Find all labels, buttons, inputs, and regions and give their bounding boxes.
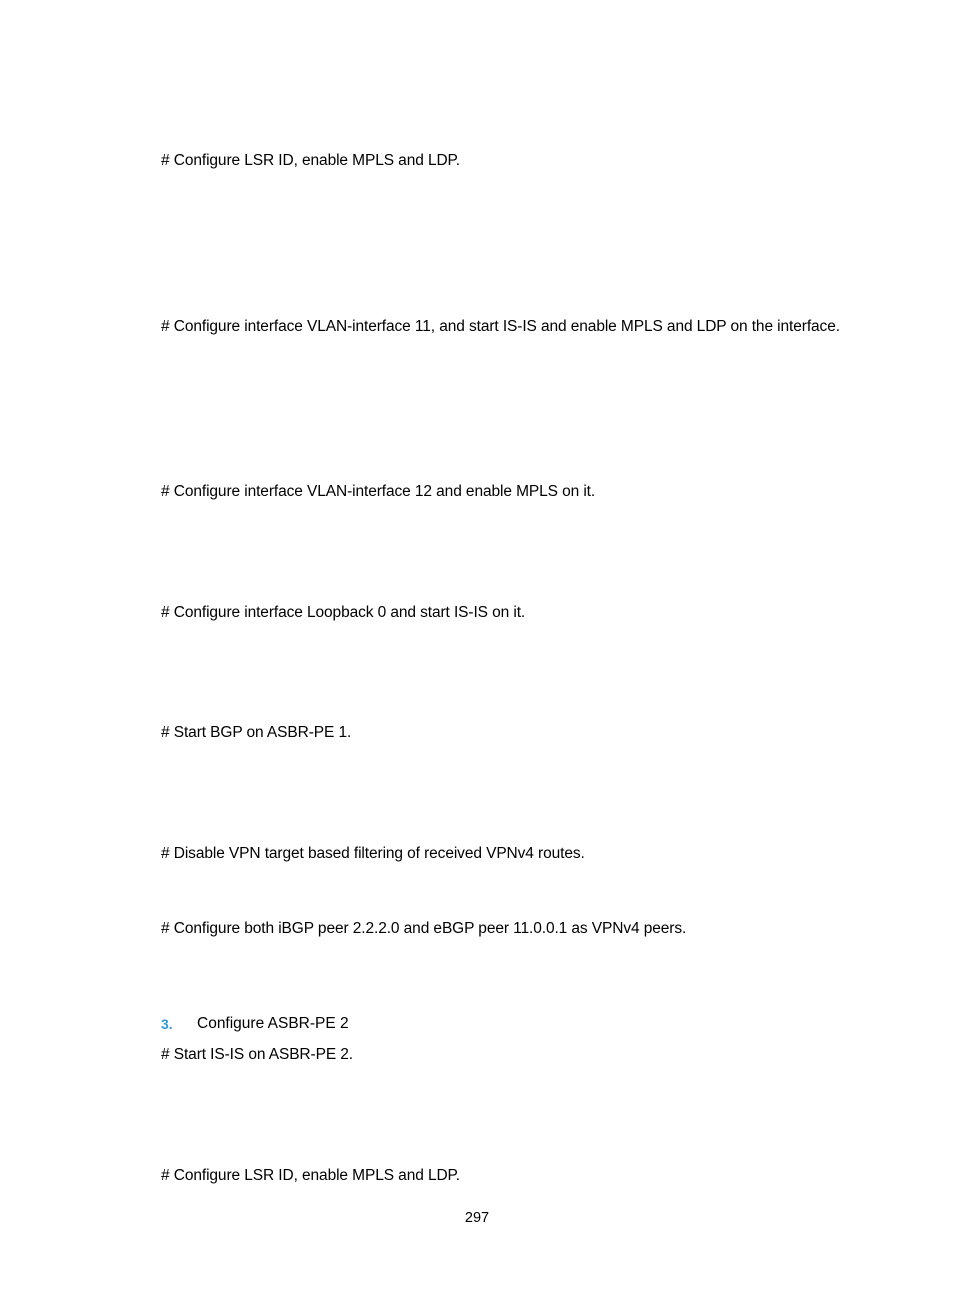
step-number: 3.	[161, 1016, 173, 1032]
comment-disable-vpn-target-filtering: # Disable VPN target based filtering of received VPNv4 routes.	[161, 845, 585, 862]
comment-configure-vpnv4-peers: # Configure both iBGP peer 2.2.2.0 and eBGP peer 11.0.0.1 as VPNv4 peers.	[161, 920, 687, 937]
comment-start-bgp: # Start BGP on ASBR-PE 1.	[161, 724, 352, 741]
comment-configure-loopback-0: # Configure interface Loopback 0 and start IS-IS on it.	[161, 604, 526, 621]
step-title: Configure ASBR-PE 2	[197, 1015, 349, 1032]
comment-start-isis-asbr-pe-2: # Start IS-IS on ASBR-PE 2.	[161, 1046, 353, 1063]
comment-configure-vlan-interface-12: # Configure interface VLAN-interface 12 and enable MPLS on it.	[161, 483, 596, 500]
comment-configure-lsr-id: # Configure LSR ID, enable MPLS and LDP.	[161, 152, 461, 169]
comment-configure-vlan-interface-11: # Configure interface VLAN-interface 11, and start IS-IS and enable MPLS and LDP on the interface.	[161, 318, 840, 335]
comment-configure-lsr-id-asbr-pe-2: # Configure LSR ID, enable MPLS and LDP.	[161, 1167, 461, 1184]
page-number: 297	[464, 1210, 490, 1226]
